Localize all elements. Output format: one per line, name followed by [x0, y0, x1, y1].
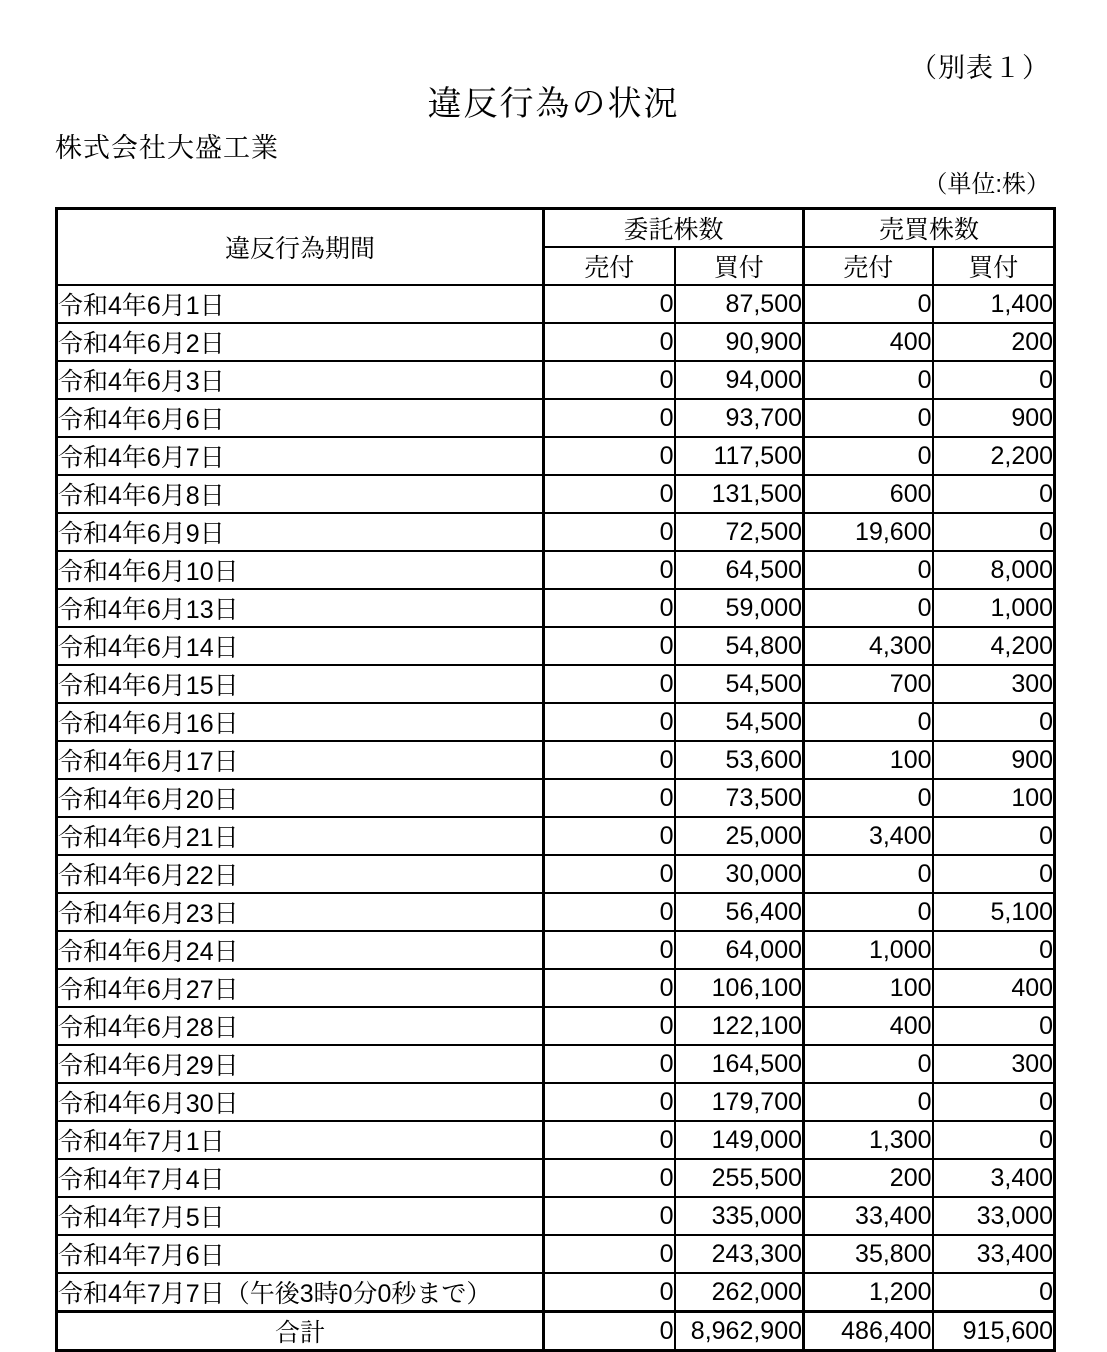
table-row [57, 1083, 1055, 1121]
page-title: 違反行為の状況 [427, 85, 680, 123]
consigned-sell-cell: 0 [544, 1083, 675, 1121]
header-consigned-buy: 買付 [675, 247, 804, 285]
consigned-buy-cell: 243,300 [675, 1235, 804, 1273]
consigned-buy-cell: 122,100 [675, 1007, 804, 1045]
traded-sell-cell: 0 [804, 551, 933, 589]
period-cell: 令和4年6月21日 [57, 817, 544, 855]
consigned-buy-cell: 94,000 [675, 361, 804, 399]
consigned-sell-cell: 0 [544, 1045, 675, 1083]
period-cell: 令和4年6月23日 [57, 893, 544, 931]
traded-sell-cell: 1,200 [804, 1273, 933, 1312]
traded-buy-cell: 300 [933, 665, 1055, 703]
table-row [57, 285, 1055, 323]
consigned-buy-cell: 93,700 [675, 399, 804, 437]
traded-sell-cell: 1,000 [804, 931, 933, 969]
traded-buy-cell: 0 [933, 361, 1055, 399]
consigned-sell-cell: 0 [544, 1121, 675, 1159]
traded-buy-cell: 200 [933, 323, 1055, 361]
traded-sell-cell: 0 [804, 589, 933, 627]
consigned-sell-cell: 0 [544, 779, 675, 817]
traded-buy-cell: 400 [933, 969, 1055, 1007]
consigned-buy-cell: 54,500 [675, 665, 804, 703]
table-body [57, 285, 1055, 1312]
total-traded-buy: 915,600 [933, 1312, 1055, 1351]
consigned-sell-cell: 0 [544, 703, 675, 741]
total-row [57, 1312, 1055, 1351]
traded-buy-cell: 0 [933, 855, 1055, 893]
consigned-sell-cell: 0 [544, 969, 675, 1007]
period-cell: 令和4年6月27日 [57, 969, 544, 1007]
traded-buy-cell: 0 [933, 475, 1055, 513]
table-row [57, 855, 1055, 893]
consigned-sell-cell: 0 [544, 893, 675, 931]
consigned-sell-cell: 0 [544, 475, 675, 513]
traded-buy-cell: 0 [933, 1007, 1055, 1045]
table-row [57, 931, 1055, 969]
table-row [57, 589, 1055, 627]
consigned-buy-cell: 262,000 [675, 1273, 804, 1312]
consigned-buy-cell: 90,900 [675, 323, 804, 361]
header-traded-sell: 売付 [804, 247, 933, 285]
total-label: 合計 [57, 1312, 544, 1351]
period-cell: 令和4年6月6日 [57, 399, 544, 437]
table-row [57, 1197, 1055, 1235]
consigned-buy-cell: 64,000 [675, 931, 804, 969]
traded-buy-cell: 33,400 [933, 1235, 1055, 1273]
period-cell: 令和4年6月22日 [57, 855, 544, 893]
period-cell: 令和4年6月20日 [57, 779, 544, 817]
period-cell: 令和4年6月2日 [57, 323, 544, 361]
total-consigned-buy: 8,962,900 [675, 1312, 804, 1351]
consigned-buy-cell: 53,600 [675, 741, 804, 779]
table-row [57, 969, 1055, 1007]
period-cell: 令和4年7月4日 [57, 1159, 544, 1197]
traded-buy-cell: 0 [933, 1121, 1055, 1159]
period-cell: 令和4年7月5日 [57, 1197, 544, 1235]
consigned-buy-cell: 54,800 [675, 627, 804, 665]
consigned-sell-cell: 0 [544, 741, 675, 779]
period-cell: 令和4年6月3日 [57, 361, 544, 399]
table-row [57, 741, 1055, 779]
traded-buy-cell: 0 [933, 931, 1055, 969]
consigned-buy-cell: 106,100 [675, 969, 804, 1007]
period-cell: 令和4年6月14日 [57, 627, 544, 665]
period-cell: 令和4年6月9日 [57, 513, 544, 551]
period-cell: 令和4年7月1日 [57, 1121, 544, 1159]
traded-buy-cell: 0 [933, 1083, 1055, 1121]
period-cell: 令和4年6月1日 [57, 285, 544, 323]
total-consigned-sell: 0 [544, 1312, 675, 1351]
traded-buy-cell: 0 [933, 513, 1055, 551]
traded-sell-cell: 33,400 [804, 1197, 933, 1235]
consigned-sell-cell: 0 [544, 665, 675, 703]
consigned-buy-cell: 164,500 [675, 1045, 804, 1083]
traded-sell-cell: 200 [804, 1159, 933, 1197]
consigned-buy-cell: 59,000 [675, 589, 804, 627]
consigned-sell-cell: 0 [544, 931, 675, 969]
table-row [57, 703, 1055, 741]
consigned-sell-cell: 0 [544, 1235, 675, 1273]
total-traded-sell: 486,400 [804, 1312, 933, 1351]
table-row [57, 1007, 1055, 1045]
consigned-buy-cell: 255,500 [675, 1159, 804, 1197]
traded-buy-cell: 0 [933, 1273, 1055, 1312]
table-row [57, 323, 1055, 361]
consigned-buy-cell: 56,400 [675, 893, 804, 931]
consigned-buy-cell: 149,000 [675, 1121, 804, 1159]
table-row [57, 1045, 1055, 1083]
consigned-sell-cell: 0 [544, 285, 675, 323]
table-row [57, 627, 1055, 665]
traded-sell-cell: 35,800 [804, 1235, 933, 1273]
period-cell: 令和4年7月7日（午後3時0分0秒まで） [57, 1273, 544, 1312]
consigned-sell-cell: 0 [544, 551, 675, 589]
table-row [57, 817, 1055, 855]
traded-buy-cell: 1,000 [933, 589, 1055, 627]
period-cell: 令和4年6月30日 [57, 1083, 544, 1121]
violations-table [55, 207, 1056, 1352]
traded-buy-cell: 2,200 [933, 437, 1055, 475]
traded-sell-cell: 700 [804, 665, 933, 703]
consigned-sell-cell: 0 [544, 1273, 675, 1312]
traded-buy-cell: 8,000 [933, 551, 1055, 589]
consigned-sell-cell: 0 [544, 855, 675, 893]
table-row [57, 1159, 1055, 1197]
table-row [57, 361, 1055, 399]
traded-buy-cell: 33,000 [933, 1197, 1055, 1235]
consigned-buy-cell: 87,500 [675, 285, 804, 323]
consigned-sell-cell: 0 [544, 361, 675, 399]
table-row [57, 399, 1055, 437]
consigned-sell-cell: 0 [544, 589, 675, 627]
traded-sell-cell: 0 [804, 779, 933, 817]
traded-buy-cell: 4,200 [933, 627, 1055, 665]
header-period: 違反行為期間 [57, 209, 544, 286]
period-cell: 令和4年6月13日 [57, 589, 544, 627]
traded-buy-cell: 300 [933, 1045, 1055, 1083]
period-cell: 令和4年7月6日 [57, 1235, 544, 1273]
annex-label: （別表１） [910, 53, 1050, 83]
consigned-sell-cell: 0 [544, 437, 675, 475]
table-row [57, 1121, 1055, 1159]
table-row [57, 779, 1055, 817]
traded-sell-cell: 4,300 [804, 627, 933, 665]
consigned-buy-cell: 117,500 [675, 437, 804, 475]
consigned-sell-cell: 0 [544, 513, 675, 551]
traded-sell-cell: 0 [804, 855, 933, 893]
period-cell: 令和4年6月16日 [57, 703, 544, 741]
traded-buy-cell: 3,400 [933, 1159, 1055, 1197]
consigned-buy-cell: 25,000 [675, 817, 804, 855]
consigned-sell-cell: 0 [544, 399, 675, 437]
period-cell: 令和4年6月10日 [57, 551, 544, 589]
consigned-buy-cell: 64,500 [675, 551, 804, 589]
consigned-sell-cell: 0 [544, 817, 675, 855]
period-cell: 令和4年6月8日 [57, 475, 544, 513]
consigned-buy-cell: 335,000 [675, 1197, 804, 1235]
table-header [57, 209, 1055, 286]
consigned-sell-cell: 0 [544, 323, 675, 361]
traded-buy-cell: 0 [933, 817, 1055, 855]
traded-sell-cell: 0 [804, 703, 933, 741]
consigned-sell-cell: 0 [544, 1007, 675, 1045]
table-row [57, 437, 1055, 475]
consigned-buy-cell: 30,000 [675, 855, 804, 893]
period-cell: 令和4年6月15日 [57, 665, 544, 703]
traded-buy-cell: 900 [933, 741, 1055, 779]
traded-buy-cell: 100 [933, 779, 1055, 817]
traded-buy-cell: 900 [933, 399, 1055, 437]
traded-sell-cell: 3,400 [804, 817, 933, 855]
traded-sell-cell: 19,600 [804, 513, 933, 551]
consigned-sell-cell: 0 [544, 627, 675, 665]
period-cell: 令和4年6月24日 [57, 931, 544, 969]
table-row [57, 893, 1055, 931]
traded-sell-cell: 0 [804, 893, 933, 931]
traded-sell-cell: 400 [804, 1007, 933, 1045]
consigned-buy-cell: 131,500 [675, 475, 804, 513]
traded-sell-cell: 0 [804, 437, 933, 475]
traded-buy-cell: 0 [933, 703, 1055, 741]
traded-sell-cell: 0 [804, 1045, 933, 1083]
table-row [57, 1235, 1055, 1273]
table-row [57, 665, 1055, 703]
traded-sell-cell: 0 [804, 361, 933, 399]
traded-sell-cell: 100 [804, 969, 933, 1007]
header-consigned-shares: 委託株数 [544, 209, 804, 248]
traded-sell-cell: 0 [804, 1083, 933, 1121]
period-cell: 令和4年6月29日 [57, 1045, 544, 1083]
period-cell: 令和4年6月17日 [57, 741, 544, 779]
traded-sell-cell: 600 [804, 475, 933, 513]
consigned-buy-cell: 73,500 [675, 779, 804, 817]
traded-sell-cell: 400 [804, 323, 933, 361]
consigned-sell-cell: 0 [544, 1197, 675, 1235]
header-traded-buy: 買付 [933, 247, 1055, 285]
period-cell: 令和4年6月28日 [57, 1007, 544, 1045]
table-row [57, 1273, 1055, 1312]
table-row [57, 551, 1055, 589]
consigned-buy-cell: 54,500 [675, 703, 804, 741]
consigned-buy-cell: 72,500 [675, 513, 804, 551]
table-row [57, 513, 1055, 551]
traded-sell-cell: 100 [804, 741, 933, 779]
table-row [57, 475, 1055, 513]
traded-sell-cell: 1,300 [804, 1121, 933, 1159]
consigned-sell-cell: 0 [544, 1159, 675, 1197]
header-traded-shares: 売買株数 [804, 209, 1055, 248]
header-consigned-sell: 売付 [544, 247, 675, 285]
unit-label: （単位:株） [923, 171, 1050, 198]
traded-buy-cell: 5,100 [933, 893, 1055, 931]
traded-sell-cell: 0 [804, 399, 933, 437]
traded-buy-cell: 1,400 [933, 285, 1055, 323]
consigned-buy-cell: 179,700 [675, 1083, 804, 1121]
traded-sell-cell: 0 [804, 285, 933, 323]
period-cell: 令和4年6月7日 [57, 437, 544, 475]
company-name: 株式会社大盛工業 [55, 133, 279, 163]
